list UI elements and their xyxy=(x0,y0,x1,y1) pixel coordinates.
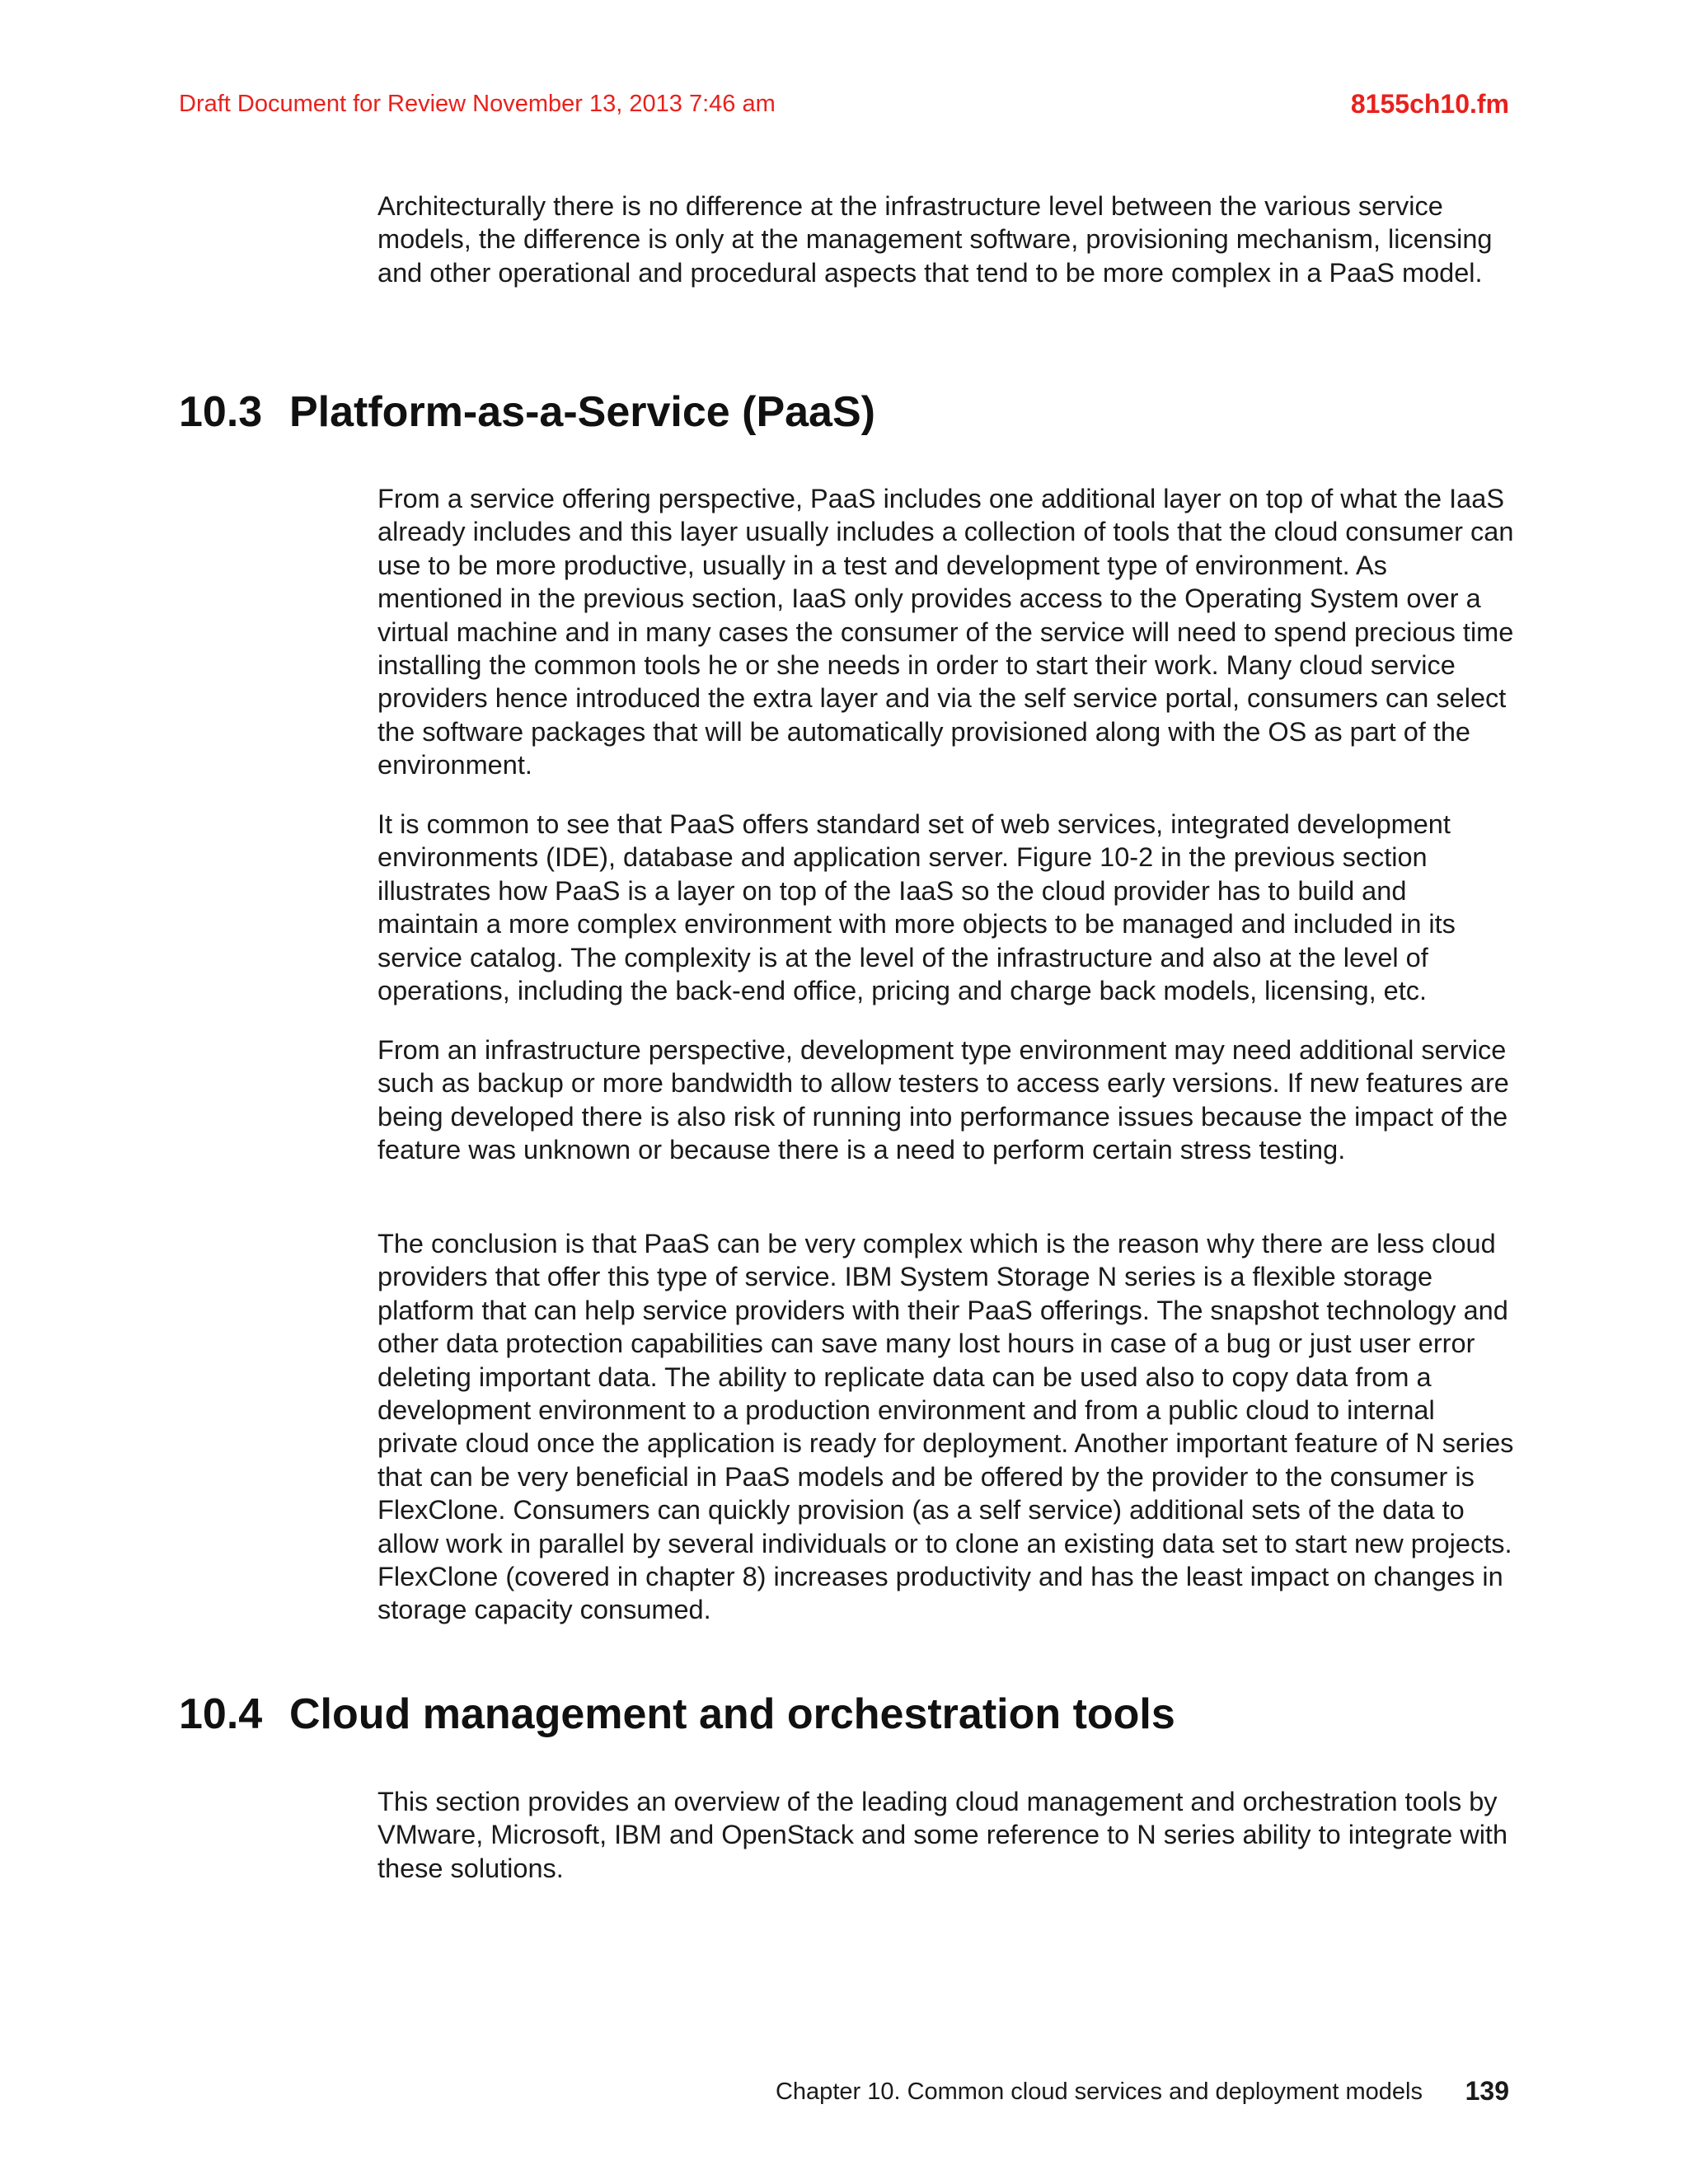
paragraph-paas-standard-services: It is common to see that PaaS offers standard set of web services, integrated development environments (IDE), database and application server. Figure 10-2 in the previous section illustrates how PaaS is a layer on top of the IaaS so the cloud provider has to build and maintain a more complex environment with more objects to be managed and included in its service catalog. The complexity is at the level of the infrastructure and also at the level of operations, including the back-end office, pricing and charge back models, licensing, etc. xyxy=(377,809,1456,1006)
paragraph-infrastructure-perspective: From an infrastructure perspective, development type environment may need additional service such as backup or more bandwidth to allow testers to access early versions. If new features are being developed there is also risk of running into performance issues because the impact of the feature was unknown or because there is a need to perform certain stress testing. xyxy=(377,1035,1509,1165)
page-number: 139 xyxy=(1465,2076,1509,2106)
paragraph-paas-offering: From a service offering perspective, PaaS includes one additional layer on top of what the IaaS already includes and this layer usually includes a collection of tools that the cloud consumer can use to be more productive, usually in a test and development type of environment. As mentioned in the previous section, IaaS only provides access to the Operating System over a virtual machine and in many cases the consumer of the service will need to spend precious time installing the common tools he or she needs in order to start their work. Many cloud service providers hence introduced the extra layer and via the self service portal, consumers can select the software packages that will be automatically provisioned along with the OS as part of the environment. xyxy=(377,484,1514,780)
section-heading-10-4 xyxy=(179,1690,1175,1739)
section-number: 10.4 xyxy=(179,1690,263,1738)
section-title: Cloud management and orchestration tools xyxy=(289,1690,1175,1738)
intro-paragraph: Architecturally there is no difference at the infrastructure level between the various service models, the difference is only at the management software, provisioning mechanism, licensing and other operational and procedural aspects that tend to be more complex in a PaaS model. xyxy=(377,191,1493,288)
file-name: 8155ch10.fm xyxy=(1350,89,1509,119)
section-heading-10-3 xyxy=(179,387,875,437)
section-number: 10.3 xyxy=(179,388,263,436)
paragraph-conclusion: The conclusion is that PaaS can be very complex which is the reason why there are less cloud providers that offer this type of service. IBM System Storage N series is a flexible storage platform that can help service providers with their PaaS offerings. The snapshot technology and other data protection capabilities can save many lost hours in case of a bug or just user error deleting important data. The ability to replicate data can be used also to copy data from a development environment to a production environment and from a public cloud to internal private cloud once the application is ready for deployment. Another important feature of N series that can be very beneficial in PaaS models and be offered by the provider to the consumer is FlexClone. Consumers can quickly provision (as a self service) additional sets of the data to allow work in parallel by several individuals or to clone an existing data set to start new projects. FlexClone (covered in chapter 8) increases productivity and has the least impact on changes in storage capacity consumed. xyxy=(377,1229,1514,1625)
paragraph-tools-overview: This section provides an overview of the leading cloud management and orchestration tools by VMware, Microsoft, IBM and OpenStack and some reference to N series ability to integrate with these solutions. xyxy=(377,1787,1508,1883)
footer-chapter-title: Chapter 10. Common cloud services and deployment models xyxy=(775,2079,1423,2105)
section-title: Platform-as-a-Service (PaaS) xyxy=(289,388,875,436)
draft-notice: Draft Document for Review November 13, 2013 7:46 am xyxy=(179,91,776,117)
